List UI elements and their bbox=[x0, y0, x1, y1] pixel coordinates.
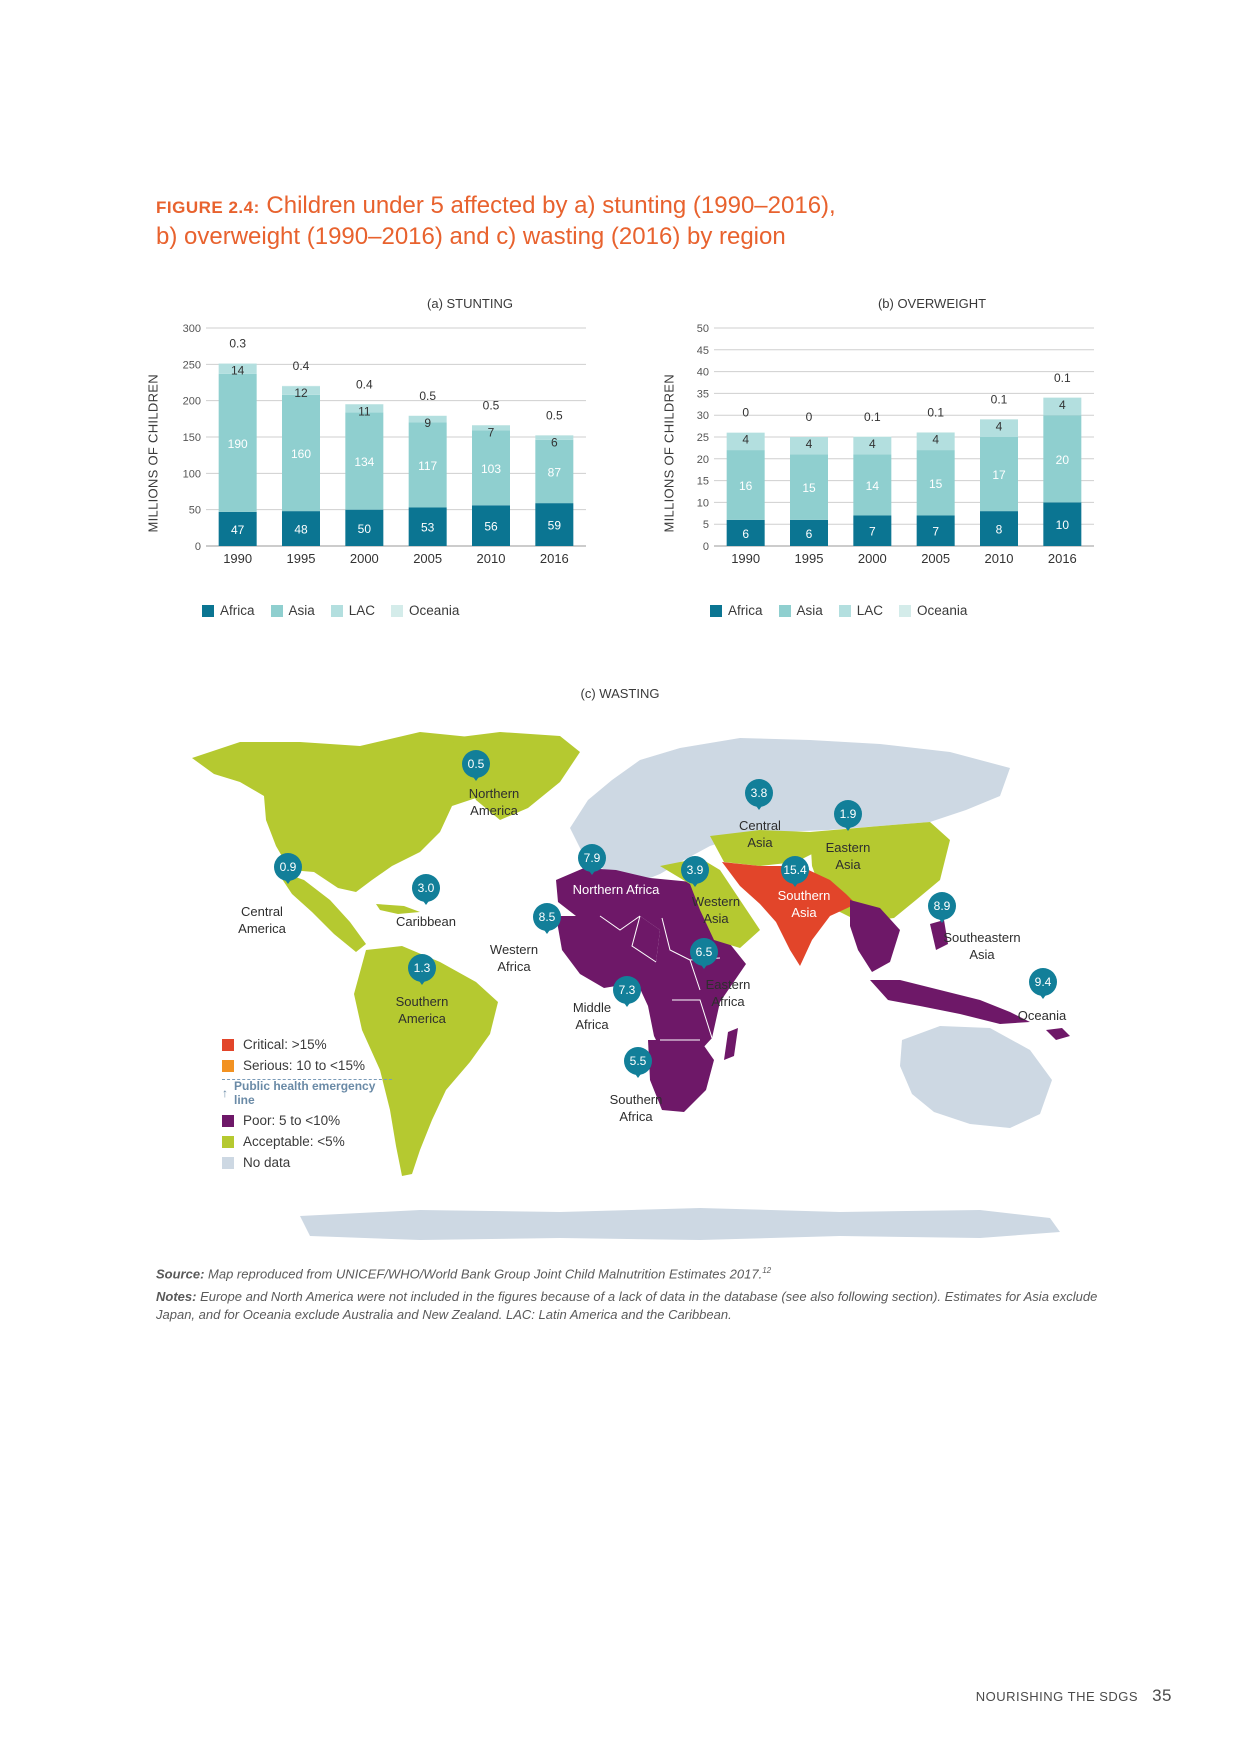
data-label-lac: 7 bbox=[487, 425, 495, 440]
map-region-label-southern-asia bbox=[744, 887, 864, 921]
notes-label: Notes: bbox=[156, 1289, 197, 1305]
wasting-map-title: (c) WASTING bbox=[580, 686, 660, 701]
data-label-lac: 4 bbox=[805, 437, 813, 451]
map-marker-tip bbox=[843, 824, 853, 831]
y-tick-label: 40 bbox=[696, 366, 709, 379]
map-marker-tip bbox=[690, 880, 700, 887]
data-label-africa: 6 bbox=[805, 526, 813, 541]
legend-poor bbox=[222, 1110, 392, 1131]
y-tick-label: 100 bbox=[182, 468, 201, 481]
y-tick-label: 0 bbox=[194, 541, 201, 553]
footer-section: NOURISHING THE SDGS bbox=[975, 1689, 1139, 1704]
legend-label-nodata: No data bbox=[243, 1155, 291, 1170]
map-marker-oceania: 9.4 bbox=[1029, 968, 1057, 996]
legend-swatch-poor bbox=[222, 1115, 234, 1127]
map-marker-northern-america: 0.5 bbox=[462, 750, 490, 778]
source-line bbox=[156, 1262, 1136, 1283]
region-label-line: Western bbox=[489, 942, 539, 957]
region-label-line: Asia bbox=[969, 947, 995, 962]
legend-label-asia: Asia bbox=[288, 603, 315, 618]
map-region-label-western-africa bbox=[454, 941, 574, 975]
data-label-lac: 6 bbox=[550, 435, 558, 450]
y-tick-label: 10 bbox=[696, 497, 709, 510]
legend-label-critical: Critical: >15% bbox=[243, 1037, 327, 1052]
data-label-lac: 4 bbox=[742, 432, 750, 447]
source-ref: 12 bbox=[762, 1266, 772, 1275]
data-label-oceania: 0 bbox=[742, 405, 750, 420]
data-label-asia: 15 bbox=[802, 481, 816, 496]
region-label-line: Caribbean bbox=[396, 914, 456, 929]
arrow-up-icon: ↑ bbox=[222, 1086, 228, 1100]
x-tick-label: 2016 bbox=[1047, 551, 1077, 566]
legend-label-poor: Poor: 5 to <10% bbox=[243, 1113, 341, 1128]
page-number: 35 bbox=[1152, 1686, 1172, 1705]
x-tick-label: 2016 bbox=[539, 551, 569, 566]
notes-line bbox=[156, 1288, 1136, 1324]
overweight-y-label: MILLIONS OF CHILDREN bbox=[661, 374, 677, 533]
y-tick-label: 300 bbox=[182, 323, 201, 335]
legend-swatch-serious bbox=[222, 1060, 234, 1072]
legend-label-asia: Asia bbox=[796, 603, 823, 618]
y-tick-label: 50 bbox=[188, 504, 201, 517]
legend-acceptable bbox=[222, 1131, 392, 1152]
data-label-lac: 14 bbox=[230, 363, 245, 378]
data-label-africa: 10 bbox=[1055, 518, 1070, 533]
data-label-africa: 8 bbox=[995, 522, 1003, 537]
legend-swatch-acceptable bbox=[222, 1136, 234, 1148]
map-marker-eastern-asia: 1.9 bbox=[834, 800, 862, 828]
x-tick-label: 1995 bbox=[794, 551, 824, 566]
region-label-line: Eastern bbox=[705, 977, 751, 992]
data-label-oceania: 0.5 bbox=[545, 408, 563, 423]
region-label-line: Middle bbox=[572, 1000, 612, 1015]
legend-label-oceania: Oceania bbox=[409, 603, 460, 618]
data-label-oceania: 0.1 bbox=[1053, 370, 1071, 385]
y-tick-label: 25 bbox=[696, 432, 709, 444]
region-label-line: Western bbox=[691, 894, 741, 909]
map-marker-southeastern-asia: 8.9 bbox=[928, 892, 956, 920]
map-region-label-central-america bbox=[202, 903, 322, 937]
data-label-africa: 7 bbox=[868, 524, 876, 539]
data-label-asia: 87 bbox=[547, 465, 562, 480]
map-marker-tip bbox=[471, 774, 481, 781]
data-label-oceania: 0.4 bbox=[355, 377, 373, 392]
legend-label-lac: LAC bbox=[348, 603, 376, 618]
land-australia bbox=[900, 1026, 1052, 1128]
source-text: Map reproduced from UNICEF/WHO/World Bank Group Joint Child Malnutrition Estimates 2017. bbox=[208, 1266, 763, 1282]
y-tick-label: 15 bbox=[696, 475, 709, 488]
legend-label-africa: Africa bbox=[728, 603, 763, 618]
data-label-asia: 190 bbox=[227, 436, 248, 451]
data-label-lac: 4 bbox=[1058, 397, 1066, 412]
data-label-lac: 4 bbox=[995, 419, 1003, 434]
data-label-africa: 47 bbox=[230, 522, 245, 537]
legend-emergency-line bbox=[222, 1079, 392, 1106]
region-label-line: Asia bbox=[835, 857, 861, 872]
land-madagascar bbox=[724, 1028, 738, 1060]
region-label-line: Asia bbox=[747, 835, 773, 850]
figure-title-line2: b) overweight (1990–2016) and c) wasting (2016) by region bbox=[156, 223, 786, 250]
data-label-asia: 15 bbox=[928, 476, 943, 491]
map-marker-southern-america: 1.3 bbox=[408, 954, 436, 982]
map-marker-tip bbox=[937, 916, 947, 923]
x-tick-label: 2010 bbox=[984, 551, 1014, 566]
region-label-line: Africa bbox=[575, 1017, 609, 1032]
data-label-asia: 117 bbox=[418, 458, 438, 473]
map-marker-tip bbox=[699, 962, 709, 969]
stunting-chart-title: (a) STUNTING bbox=[427, 296, 513, 311]
y-tick-label: 0 bbox=[702, 541, 709, 553]
region-label-line: Africa bbox=[711, 994, 745, 1009]
data-label-africa: 53 bbox=[420, 520, 435, 535]
map-marker-western-africa: 8.5 bbox=[533, 903, 561, 931]
notes-text: Europe and North America were not included in the figures because of a lack of data in the database (see also following section). Estimates for Asia exclude Japan, and for Oceania exclude Australia and New Zealand. LAC: Latin America and the Caribbean. bbox=[156, 1289, 1098, 1323]
data-label-oceania: 0.1 bbox=[990, 392, 1008, 407]
figure-title-line1: Children under 5 affected by a) stunting (1990–2016), bbox=[266, 192, 836, 219]
page-footer bbox=[976, 1686, 1172, 1706]
y-tick-label: 50 bbox=[696, 323, 709, 335]
map-marker-central-asia: 3.8 bbox=[745, 779, 773, 807]
data-label-africa: 6 bbox=[742, 526, 750, 541]
region-label-line: America bbox=[470, 803, 518, 818]
region-label-line: Asia bbox=[703, 911, 729, 926]
map-marker-tip bbox=[421, 898, 431, 905]
data-label-lac: 9 bbox=[424, 415, 432, 430]
map-legend bbox=[222, 1034, 392, 1173]
region-label-line: Asia bbox=[791, 905, 817, 920]
region-label-line: America bbox=[238, 921, 286, 936]
region-label-line: Southern bbox=[395, 994, 449, 1009]
y-tick-label: 45 bbox=[696, 344, 709, 357]
data-label-asia: 103 bbox=[480, 461, 502, 476]
map-region-label-southern-africa bbox=[576, 1091, 696, 1125]
data-label-asia: 16 bbox=[738, 478, 753, 493]
data-label-oceania: 0.3 bbox=[229, 336, 247, 351]
map-marker-tip bbox=[283, 877, 293, 884]
legend-label-lac: LAC bbox=[856, 603, 884, 618]
legend-serious bbox=[222, 1055, 392, 1076]
data-label-lac: 12 bbox=[294, 386, 308, 401]
data-label-oceania: 0.5 bbox=[482, 398, 500, 413]
land-oceania-islands bbox=[1046, 1028, 1070, 1040]
y-tick-label: 35 bbox=[696, 388, 709, 401]
x-tick-label: 1990 bbox=[223, 551, 253, 566]
stunting-y-label: MILLIONS OF CHILDREN bbox=[145, 374, 161, 533]
data-label-africa: 59 bbox=[547, 518, 562, 533]
legend-label-africa: Africa bbox=[220, 603, 255, 618]
y-tick-label: 5 bbox=[702, 519, 709, 532]
map-marker-tip bbox=[542, 927, 552, 934]
map-marker-central-america: 0.9 bbox=[274, 853, 302, 881]
map-marker-northern-africa: 7.9 bbox=[578, 844, 606, 872]
legend-label-serious: Serious: 10 to <15% bbox=[243, 1058, 365, 1073]
map-region-label-northern-africa: Northern Africa bbox=[572, 882, 660, 897]
x-tick-label: 2005 bbox=[413, 551, 443, 566]
region-label-line: America bbox=[398, 1011, 446, 1026]
figure-label: FIGURE 2.4: bbox=[156, 198, 260, 217]
data-label-lac: 4 bbox=[868, 437, 876, 451]
map-region-label-oceania: Oceania bbox=[1017, 1008, 1067, 1023]
data-label-asia: 17 bbox=[992, 468, 1006, 483]
legend-nodata bbox=[222, 1152, 392, 1173]
y-tick-label: 200 bbox=[182, 395, 201, 408]
data-label-oceania: 0.1 bbox=[927, 405, 945, 420]
legend-label-emergency-line: Public health emergency line bbox=[234, 1079, 376, 1107]
x-tick-label: 1990 bbox=[731, 551, 761, 566]
y-tick-label: 150 bbox=[182, 432, 201, 444]
map-marker-tip bbox=[754, 803, 764, 810]
region-label-line: Southern bbox=[609, 1092, 663, 1107]
data-label-africa: 7 bbox=[932, 524, 940, 539]
y-tick-label: 30 bbox=[696, 410, 709, 423]
map-marker-middle-africa: 7.3 bbox=[613, 976, 641, 1004]
y-tick-label: 20 bbox=[696, 453, 709, 466]
source-notes bbox=[156, 1262, 1136, 1324]
map-region-label-southern-america bbox=[362, 993, 482, 1027]
legend-swatch-critical bbox=[222, 1039, 234, 1051]
x-tick-label: 1995 bbox=[286, 551, 316, 566]
data-label-asia: 20 bbox=[1055, 452, 1070, 467]
x-tick-label: 2010 bbox=[476, 551, 506, 566]
map-region-label-southeastern-asia bbox=[922, 929, 1042, 963]
data-label-africa: 50 bbox=[357, 521, 372, 536]
region-label-line: Central bbox=[241, 904, 283, 919]
data-label-oceania: 0.1 bbox=[863, 410, 881, 424]
data-label-asia: 134 bbox=[354, 454, 375, 469]
overweight-chart-title: (b) OVERWEIGHT bbox=[877, 296, 987, 311]
x-tick-label: 2000 bbox=[857, 551, 887, 566]
map-marker-tip bbox=[633, 1071, 643, 1078]
data-label-oceania: 0.4 bbox=[292, 359, 310, 374]
map-region-label-middle-africa bbox=[532, 999, 652, 1033]
map-region-label-eastern-africa bbox=[668, 976, 788, 1010]
map-marker-southern-asia: 15.4 bbox=[781, 856, 809, 884]
land-antarctica bbox=[300, 1208, 1060, 1240]
map-marker-southern-africa: 5.5 bbox=[624, 1047, 652, 1075]
map-marker-western-asia: 3.9 bbox=[681, 856, 709, 884]
region-label-line: Northern bbox=[468, 786, 520, 801]
region-label-line: Africa bbox=[619, 1109, 653, 1124]
region-label-line: Africa bbox=[497, 959, 531, 974]
data-label-asia: 160 bbox=[290, 446, 312, 461]
region-label-line: Central bbox=[739, 818, 781, 833]
data-label-africa: 56 bbox=[484, 519, 498, 534]
map-region-label-eastern-asia bbox=[788, 839, 908, 873]
source-label: Source: bbox=[156, 1266, 205, 1282]
region-label-line: Eastern bbox=[825, 840, 871, 855]
data-label-oceania: 0.5 bbox=[419, 388, 437, 403]
region-label-line: Southern bbox=[777, 888, 831, 903]
x-tick-label: 2005 bbox=[921, 551, 951, 566]
region-label-line: Southeastern bbox=[943, 930, 1021, 945]
x-tick-label: 2000 bbox=[349, 551, 379, 566]
legend-critical bbox=[222, 1034, 392, 1055]
y-tick-label: 250 bbox=[182, 359, 201, 372]
map-marker-tip bbox=[587, 868, 597, 875]
map-marker-tip bbox=[790, 880, 800, 887]
legend-label-oceania: Oceania bbox=[917, 603, 968, 618]
data-label-oceania: 0 bbox=[805, 410, 813, 424]
data-label-africa: 48 bbox=[294, 522, 308, 537]
legend-swatch-nodata bbox=[222, 1157, 234, 1169]
map-marker-tip bbox=[417, 978, 427, 985]
data-label-lac: 11 bbox=[358, 404, 371, 419]
map-marker-eastern-africa: 6.5 bbox=[690, 938, 718, 966]
data-label-asia: 14 bbox=[865, 478, 880, 493]
legend-label-acceptable: Acceptable: <5% bbox=[243, 1134, 345, 1149]
map-region-label-northern-america bbox=[434, 785, 554, 819]
map-region-label-caribbean bbox=[366, 913, 486, 930]
data-label-lac: 4 bbox=[932, 432, 940, 447]
map-marker-caribbean: 3.0 bbox=[412, 874, 440, 902]
map-marker-tip bbox=[1038, 992, 1048, 999]
